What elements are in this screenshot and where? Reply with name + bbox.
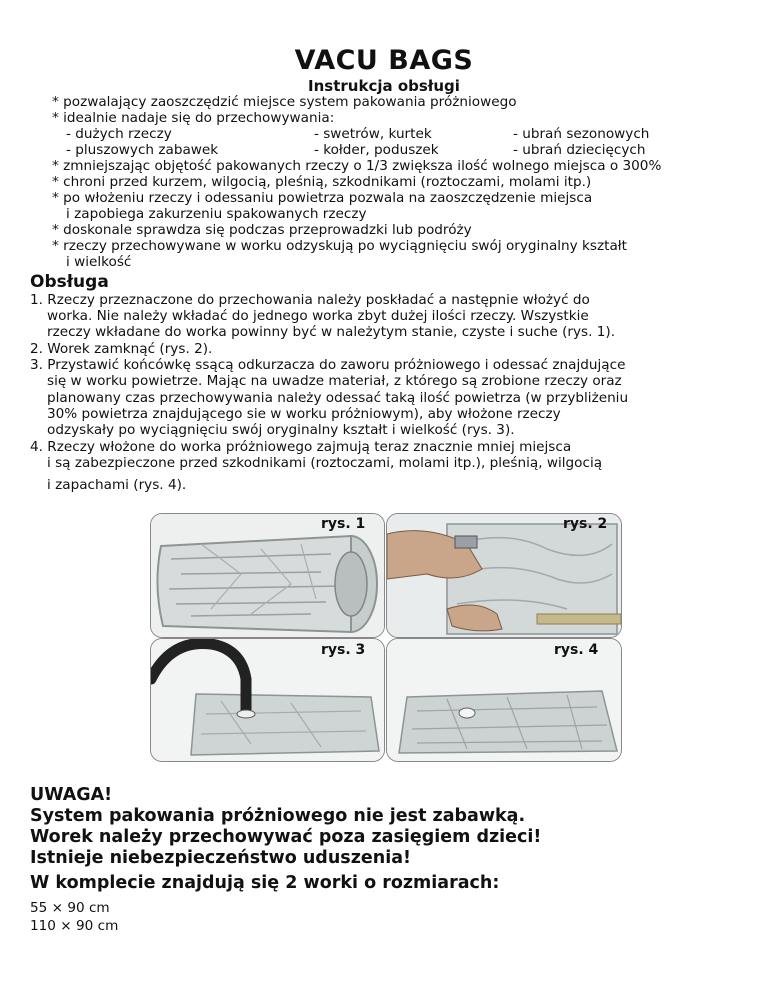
feature-6: * doskonale sprawdza się podczas przeprowadzki lub podróży xyxy=(52,222,472,238)
step-3-cont: odzyskały po wyciągnięciu swój oryginalny kształt i wielkość (rys. 3). xyxy=(47,422,515,438)
feature-5: * po włożeniu rzeczy i odessaniu powietrza pozwala na zaoszczędzenie miejsca xyxy=(52,190,593,206)
step-3-cont: planowany czas przechowywania należy odessać taką ilość powietrza (w przybliżeniu xyxy=(47,390,629,406)
feature-5-cont: i zapobiega zakurzeniu spakowanych rzeczy xyxy=(66,206,367,222)
step-3-cont: 30% powietrza znajdującego sie w worku próżniowym), aby włożone rzeczy xyxy=(47,406,561,422)
figure-4-label: rys. 4 xyxy=(554,642,599,658)
step-4-cont: i zapachami (rys. 4). xyxy=(47,477,187,493)
set-heading: W komplecie znajdują się 2 worki o rozmiarach: xyxy=(30,873,500,893)
usage-heading: Obsługa xyxy=(30,272,109,292)
feature-7: * rzeczy przechowywane w worku odzyskują po wyciągnięciu swój oryginalny kształt xyxy=(52,238,627,254)
warning-line: Worek należy przechowywać poza zasięgiem dzieci! xyxy=(30,827,542,847)
storage-item: - dużych rzeczy xyxy=(66,126,172,142)
warning-line: System pakowania próżniowego nie jest zabawką. xyxy=(30,806,526,826)
feature-3: * zmniejszając objętość pakowanych rzeczy o 1/3 zwiększa ilość wolnego miejsca o 300% xyxy=(52,158,662,174)
step-3-cont: się w worku powietrze. Mając na uwadze materiał, z którego są zrobione rzeczy oraz xyxy=(47,373,622,389)
step-1-cont: rzeczy wkładane do worka powinny być w należytym stanie, czyste i suche (rys. 1). xyxy=(47,324,616,340)
step-2: 2. Worek zamknąć (rys. 2). xyxy=(30,341,213,357)
step-1-cont: worka. Nie należy wkładać do jednego worka zbyt dużej ilości rzeczy. Wszystkie xyxy=(47,308,589,324)
storage-item: - ubrań dziecięcych xyxy=(513,142,646,158)
storage-item: - kołder, poduszek xyxy=(314,142,439,158)
storage-item: - pluszowych zabawek xyxy=(66,142,219,158)
figure-2-label: rys. 2 xyxy=(563,516,608,532)
bag-size: 110 × 90 cm xyxy=(30,918,119,934)
warning-title: UWAGA! xyxy=(30,785,113,805)
warning-line: Istnieje niebezpieczeństwo uduszenia! xyxy=(30,848,411,868)
figure-1-label: rys. 1 xyxy=(321,516,366,532)
bag-size: 55 × 90 cm xyxy=(30,900,110,916)
step-4-cont: i są zabezpieczone przed szkodnikami (roztoczami, molami itp.), pleśnią, wilgocią xyxy=(47,455,603,471)
feature-1: * pozwalający zaoszczędzić miejsce system pakowania próżniowego xyxy=(52,94,517,110)
step-4: 4. Rzeczy włożone do worka próżniowego zajmują teraz znacznie mniej miejsca xyxy=(30,439,572,455)
storage-item: - ubrań sezonowych xyxy=(513,126,650,142)
storage-item: - swetrów, kurtek xyxy=(314,126,432,142)
step-1: 1. Rzeczy przeznaczone do przechowania należy poskładać a następnie włożyć do xyxy=(30,292,590,308)
figure-3-label: rys. 3 xyxy=(321,642,366,658)
feature-2: * idealnie nadaje się do przechowywania: xyxy=(52,110,335,126)
step-3: 3. Przystawić końcówkę ssącą odkurzacza do zaworu próżniowego i odessać znajdujące xyxy=(30,357,626,373)
page-title: VACU BAGS xyxy=(294,45,474,76)
page-subtitle: Instrukcja obsługi xyxy=(308,77,460,95)
feature-7-cont: i wielkość xyxy=(66,254,132,270)
feature-4: * chroni przed kurzem, wilgocią, pleśnią, szkodnikami (roztoczami, molami itp.) xyxy=(52,174,592,190)
